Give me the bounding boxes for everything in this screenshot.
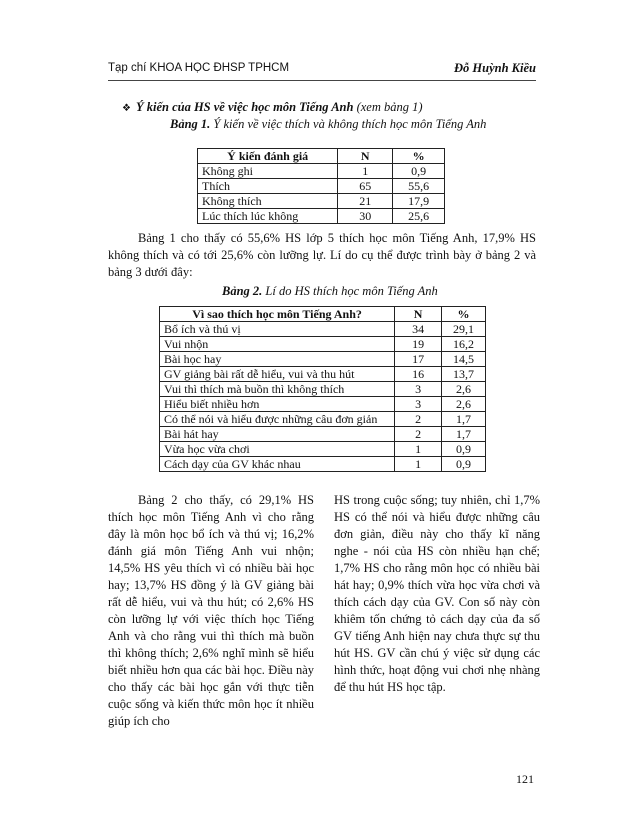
table-cell: Lúc thích lúc không [198, 209, 338, 224]
table-cell: 16 [395, 367, 442, 382]
table-row [160, 397, 486, 412]
table-cell: 2 [395, 412, 442, 427]
table-cell: Vui nhộn [160, 337, 395, 352]
table-cell: 29,1 [442, 322, 486, 337]
table2 [159, 306, 486, 472]
table-cell: 13,7 [442, 367, 486, 382]
table-cell: 2,6 [442, 397, 486, 412]
table1-caption [170, 117, 486, 132]
table-cell: GV giảng bài rất dễ hiểu, vui và thu hút [160, 367, 395, 382]
column-header: % [442, 307, 486, 322]
table-cell: Vui thì thích mà buồn thì không thích [160, 382, 395, 397]
table-row [160, 412, 486, 427]
paragraph-left-column: Bảng 2 cho thấy, có 29,1% HS thích học môn Tiếng Anh vì cho rằng đây là môn học bổ ích và thú vị; 16,2% đánh giá môn Tiếng Anh vui nhộn; 14,5% HS yêu thích vì có nhiều bài học hay; 13,7% HS đồng ý là GV giảng bài rất dễ hiểu, vui và thu hút; có 2,6% HS còn lưỡng lự với việc thích học Tiếng Anh và cho rằng vui thì thích mà buồn thì không thích; 2,6% nghĩ mình sẽ hiểu biết nhiều hơn qua các bài học. Điều này cho thấy các bài học gắn với thực tiễn cuộc sống và kiến thức môn học ít nhiều giúp ích cho [108, 493, 314, 728]
table-row [198, 179, 445, 194]
table-cell: Có thể nói và hiểu được những câu đơn giản [160, 412, 395, 427]
table-cell: Không thích [198, 194, 338, 209]
table-cell: 2 [395, 427, 442, 442]
table-cell: 3 [395, 382, 442, 397]
page-number: 121 [516, 772, 534, 786]
table-cell: 65 [338, 179, 393, 194]
author-name: Đỗ Huỳnh Kiều [454, 61, 536, 75]
column-header: N [338, 149, 393, 164]
table-row [198, 194, 445, 209]
table-cell: 30 [338, 209, 393, 224]
table-cell: 17 [395, 352, 442, 367]
table-cell: Cách dạy của GV khác nhau [160, 457, 395, 472]
table-cell: 14,5 [442, 352, 486, 367]
table-cell: Bài học hay [160, 352, 395, 367]
column-header: % [393, 149, 445, 164]
table-cell: 0,9 [442, 457, 486, 472]
table-cell: 1 [395, 457, 442, 472]
table-cell: Vừa học vừa chơi [160, 442, 395, 457]
column-header: N [395, 307, 442, 322]
table-cell: 21 [338, 194, 393, 209]
table-cell: 16,2 [442, 337, 486, 352]
table-cell: 3 [395, 397, 442, 412]
table-row [160, 352, 486, 367]
table-row [160, 337, 486, 352]
paragraph-right-column: HS trong cuộc sống; tuy nhiên, chỉ 1,7% HS có thể nói và hiểu được những câu đơn giản, điều này cho thấy kĩ năng nghe - nói của HS còn nhiều hạn chế; 1,7% HS cho rằng môn học có nhiều bài hát hay; 0,9% thích vừa học vừa chơi và thích cách dạy của GV. Con số này còn khiêm tốn chứng tỏ cách dạy của đa số GV tiếng Anh hiện nay chưa thực sự thu hút HS. GV cần chú ý việc sử dụng các hình thức, hoạt động vui chơi nhẹ nhàng để thu hút HS học tập. [334, 493, 540, 694]
section-title: Ý kiến của HS về việc học môn Tiếng Anh [135, 100, 354, 114]
table-cell: 34 [395, 322, 442, 337]
table2-caption-text: Lí do HS thích học môn Tiếng Anh [265, 284, 438, 298]
table2-caption [222, 284, 438, 299]
table-cell: 1 [338, 164, 393, 179]
table-row [160, 457, 486, 472]
table-cell: 25,6 [393, 209, 445, 224]
table-row [198, 209, 445, 224]
table-cell: Thích [198, 179, 338, 194]
section-note: (xem bảng 1) [356, 100, 423, 114]
table-row [160, 382, 486, 397]
table-cell: 19 [395, 337, 442, 352]
table-cell: Không ghi [198, 164, 338, 179]
table-cell: 1 [395, 442, 442, 457]
table-header-row [160, 307, 486, 322]
section-heading [122, 100, 423, 115]
table-cell: Hiểu biết nhiều hơn [160, 397, 395, 412]
table-cell: 17,9 [393, 194, 445, 209]
paragraph-table1-summary: Bảng 1 cho thấy có 55,6% HS lớp 5 thích học môn Tiếng Anh, 17,9% HS không thích và có tới 25,6% còn lưỡng lự. Lí do cụ thể được trình bày ở bảng 2 và bảng 3 dưới đây: [108, 231, 536, 279]
column-header: Vì sao thích học môn Tiếng Anh? [160, 307, 395, 322]
table1-label: Bảng 1. [170, 117, 211, 131]
running-header [108, 60, 536, 81]
table-row [160, 442, 486, 457]
table-row [198, 164, 445, 179]
table-header-row [198, 149, 445, 164]
table-row [160, 367, 486, 382]
table-cell: Bài hát hay [160, 427, 395, 442]
table-row [160, 427, 486, 442]
table-cell: 55,6 [393, 179, 445, 194]
table-cell: 0,9 [442, 442, 486, 457]
table-cell: 1,7 [442, 427, 486, 442]
table-row [160, 322, 486, 337]
table-cell: 0,9 [393, 164, 445, 179]
table-cell: Bổ ích và thú vị [160, 322, 395, 337]
column-header: Ý kiến đánh giá [198, 149, 338, 164]
table-cell: 2,6 [442, 382, 486, 397]
table2-label: Bảng 2. [222, 284, 263, 298]
journal-name: Tạp chí KHOA HỌC ĐHSP TPHCM [108, 62, 290, 74]
diamond-bullet-icon: ❖ [122, 103, 131, 114]
table-cell: 1,7 [442, 412, 486, 427]
table1-caption-text: Ý kiến về việc thích và không thích học môn Tiếng Anh [213, 117, 487, 131]
table1 [197, 148, 445, 224]
